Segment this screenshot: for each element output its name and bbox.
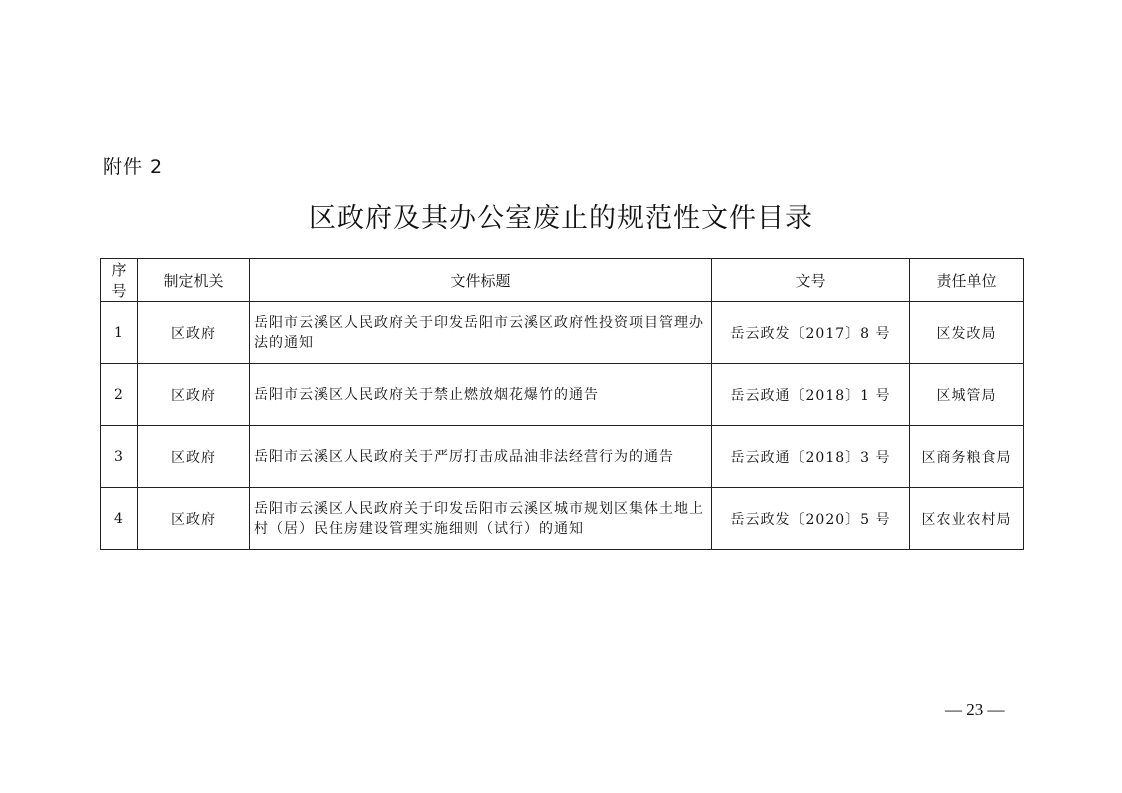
cell-title: 岳阳市云溪区人民政府关于印发岳阳市云溪区政府性投资项目管理办法的通知 (250, 302, 712, 364)
table-row (101, 302, 1024, 364)
page-title: 区政府及其办公室废止的规范性文件目录 (309, 203, 813, 234)
table-row (101, 364, 1024, 426)
cell-unit: 区发改局 (910, 302, 1024, 364)
cell-title: 岳阳市云溪区人民政府关于印发岳阳市云溪区城市规划区集体土地上村（居）民住房建设管理实施细则（试行）的通知 (250, 488, 712, 550)
cell-authority: 区政府 (138, 488, 250, 550)
cell-seq: 3 (101, 426, 138, 488)
table-header-row (101, 259, 1024, 302)
cell-unit: 区商务粮食局 (910, 426, 1024, 488)
cell-authority: 区政府 (138, 302, 250, 364)
column-header-title: 文件标题 (250, 259, 712, 302)
cell-title: 岳阳市云溪区人民政府关于严厉打击成品油非法经营行为的通告 (250, 426, 712, 488)
cell-authority: 区政府 (138, 364, 250, 426)
document-catalog-table (100, 258, 1024, 550)
column-header-unit: 责任单位 (910, 259, 1024, 302)
page-number: — 23 — (945, 700, 1005, 719)
cell-doc-no: 岳云政通〔2018〕3 号 (712, 426, 910, 488)
cell-authority: 区政府 (138, 426, 250, 488)
table-row (101, 426, 1024, 488)
column-header-doc-no: 文号 (712, 259, 910, 302)
attachment-label: 附件 2 (103, 156, 164, 178)
table-row (101, 488, 1024, 550)
cell-title: 岳阳市云溪区人民政府关于禁止燃放烟花爆竹的通告 (250, 364, 712, 426)
column-header-authority: 制定机关 (138, 259, 250, 302)
cell-seq: 4 (101, 488, 138, 550)
cell-doc-no: 岳云政发〔2020〕5 号 (712, 488, 910, 550)
column-header-seq: 序号 (101, 259, 138, 302)
cell-seq: 1 (101, 302, 138, 364)
cell-unit: 区农业农村局 (910, 488, 1024, 550)
cell-doc-no: 岳云政通〔2018〕1 号 (712, 364, 910, 426)
cell-doc-no: 岳云政发〔2017〕8 号 (712, 302, 910, 364)
cell-unit: 区城管局 (910, 364, 1024, 426)
cell-seq: 2 (101, 364, 138, 426)
